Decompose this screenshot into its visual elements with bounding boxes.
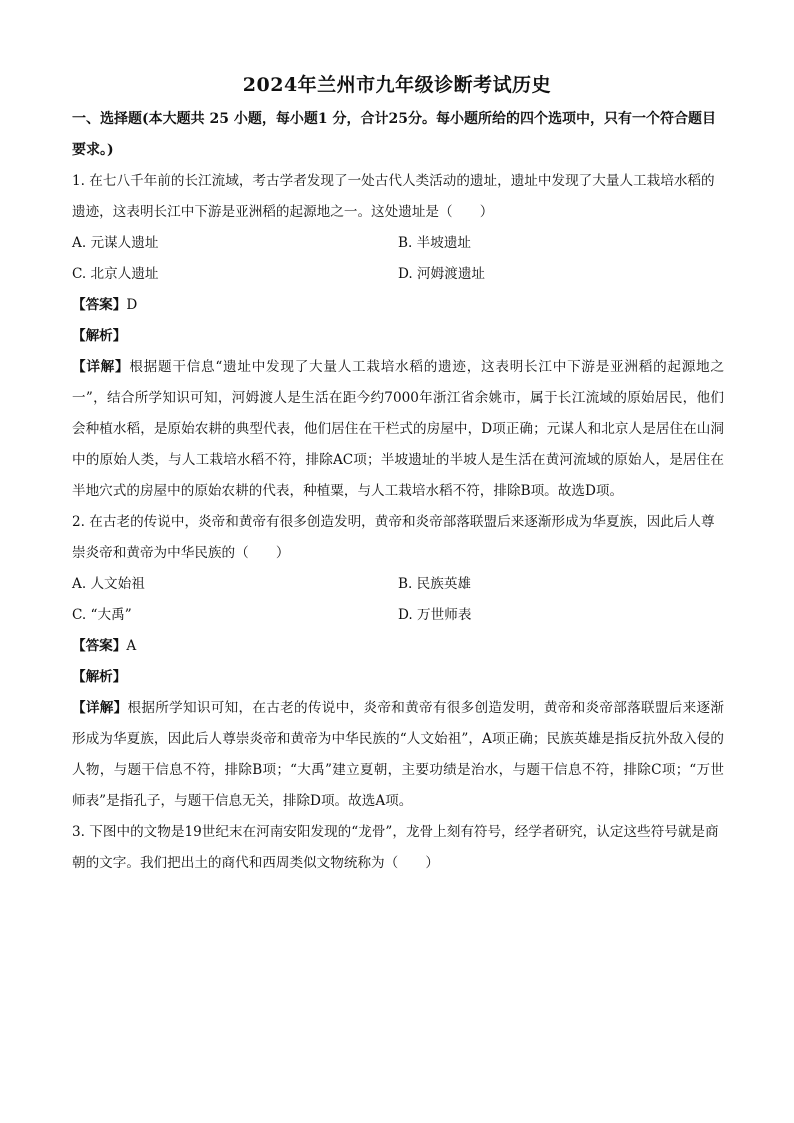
option-list (72, 228, 724, 290)
answer-value: A (126, 638, 137, 654)
detail-tag: 【详解】 (72, 700, 128, 716)
question-3 (72, 817, 724, 879)
option-c: C. “大禹” (72, 607, 132, 623)
page-title: 2024年兰州市九年级诊断考试历史 (242, 74, 552, 96)
answer-line (72, 290, 724, 321)
section-heading: 一、选择题(本大题共 25 小题，每小题1 分，合计25分。每小题所给的四个选项中，只有一个符合题目要求。) (72, 111, 716, 158)
question-stem: 1. 在七八千年前的长江流域，考古学者发现了一处古代人类活动的遗址，遗址中发现了大量人工栽培水稻的遗迹，这表明长江中下游是亚洲稻的起源地之一。这处遗址是（ ） (72, 173, 715, 220)
answer-value: D (126, 297, 138, 313)
option-a: A. 人文始祖 (72, 576, 145, 592)
answer-line (72, 631, 724, 662)
detail-paragraph (72, 693, 724, 817)
option-list (72, 569, 724, 631)
detail-paragraph (72, 352, 724, 507)
question-stem: 2. 在古老的传说中，炎帝和黄帝有很多创造发明，黄帝和炎帝部落联盟后来逐渐形成为华夏族，因此后人尊崇炎帝和黄帝为中华民族的（ ） (72, 514, 715, 561)
analysis-tag: 【解析】 (72, 669, 127, 685)
option-b: B. 半坡遗址 (398, 235, 472, 251)
detail-text: 根据题干信息“遗址中发现了大量人工栽培水稻的遗迹，这表明长江中下游是亚洲稻的起源地之一”，结合所学知识可知，河姆渡人是生活在距今约7000年浙江省余姚市，属于长江流域的原始居民，他们会种植水稻，是原始农耕的典型代表，他们居住在干栏式的房屋中，D项正确；元谋人和北京人是居住在山洞中的原始人类，与人工栽培水稻不符，排除AC项；半坡遗址的半坡人是生活在黄河流域的原始人，是居住在半地穴式的房屋中的原始农耕的代表，种植粟，与人工栽培水稻不符，排除B项。故选D项。 (72, 359, 724, 499)
option-a: A. 元谋人遗址 (72, 235, 159, 251)
option-c: C. 北京人遗址 (72, 266, 159, 282)
question-1 (72, 166, 724, 507)
document-body (72, 104, 724, 879)
analysis-tag: 【解析】 (72, 328, 127, 344)
option-b: B. 民族英雄 (398, 576, 472, 592)
question-stem: 3. 下图中的文物是19世纪末在河南安阳发现的“龙骨”，龙骨上刻有符号，经学者研究，认定这些符号就是商朝的文字。我们把出土的商代和西周类似文物统称为（ ） (72, 824, 719, 871)
detail-text: 根据所学知识可知，在古老的传说中，炎帝和黄帝有很多创造发明，黄帝和炎帝部落联盟后来逐渐形成为华夏族，因此后人尊崇炎帝和黄帝为中华民族的“人文始祖”，A项正确；民族英雄是指反抗外敌入侵的人物，与题干信息不符，排除B项；“大禹”建立夏朝，主要功绩是治水，与题干信息不符，排除C项；“万世师表”是指孔子，与题干信息无关，排除D项。故选A项。 (72, 700, 724, 809)
detail-tag: 【详解】 (72, 359, 130, 375)
answer-tag: 【答案】 (72, 638, 127, 654)
question-2 (72, 507, 724, 817)
option-d: D. 河姆渡遗址 (398, 266, 486, 282)
option-d: D. 万世师表 (398, 607, 472, 623)
answer-tag: 【答案】 (72, 297, 127, 313)
